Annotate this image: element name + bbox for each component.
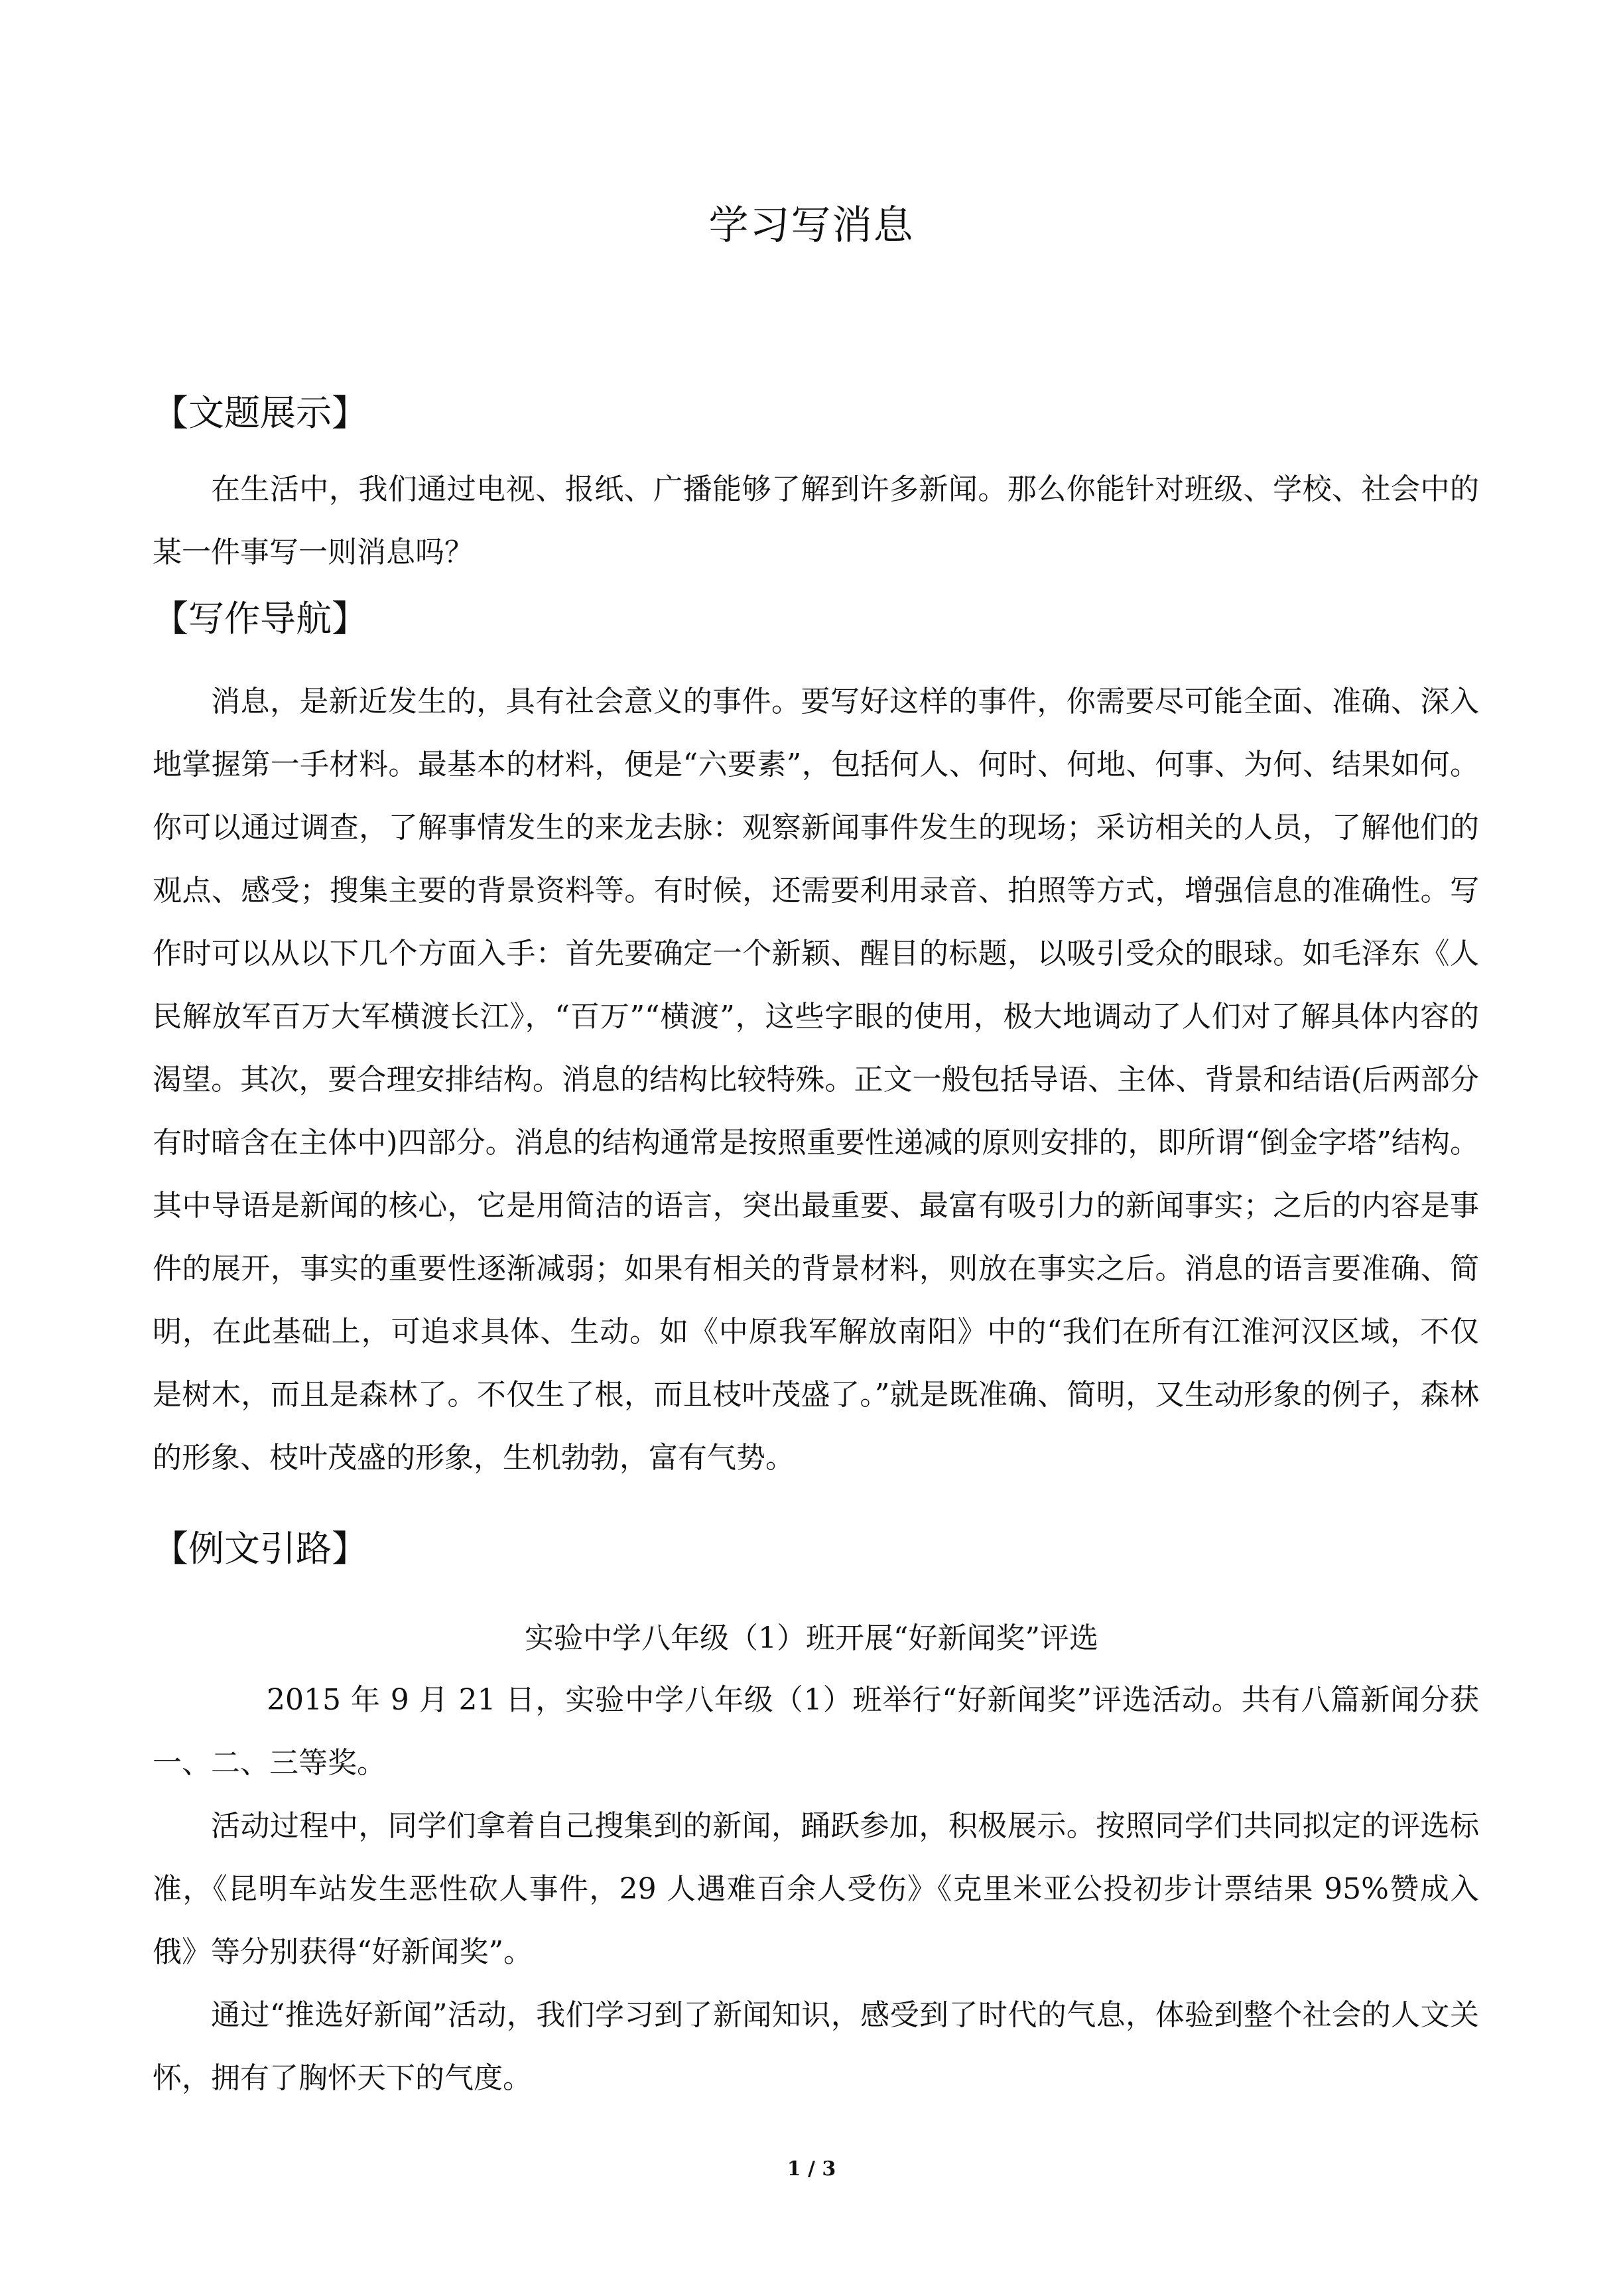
- section-heading-example: 【例文引路】: [153, 1528, 367, 1570]
- example-paragraph-2: 活动过程中，同学们拿着自己搜集到的新闻，踊跃参加，积极展示。按照同学们共同拟定的评选标准，《昆明车站发生恶性砍人事件，29 人遇难百余人受伤》《克里米亚公投初步计票结果 95%赞成入俄》等分别获得“好新闻奖”。: [153, 1809, 1479, 1969]
- example-paragraph-1: 2015 年 9 月 21 日，实验中学八年级（1）班举行“好新闻奖”评选活动。共有八篇新闻分获一、二、三等奖。: [153, 1683, 1479, 1780]
- section-heading-guide: 【写作导航】: [153, 598, 367, 640]
- page-number: 1 / 3: [787, 2157, 836, 2181]
- example-article-title: 实验中学八年级（1）班开展“好新闻奖”评选: [525, 1621, 1098, 1655]
- prompt-paragraph: 在生活中，我们通过电视、报纸、广播能够了解到许多新闻。那么你能针对班级、学校、社会中的某一件事写一则消息吗？: [153, 472, 1479, 569]
- page-title: 学习写消息: [708, 202, 915, 249]
- guide-paragraph: 消息，是新近发生的，具有社会意义的事件。要写好这样的事件，你需要尽可能全面、准确、深入地掌握第一手材料。最基本的材料，便是“六要素”，包括何人、何时、何地、何事、为何、结果如何。你可以通过调查，了解事情发生的来龙去脉：观察新闻事件发生的现场；采访相关的人员，了解他们的观点、感受；搜集主要的背景资料等。有时候，还需要利用录音、拍照等方式，增强信息的准确性。写作时可以从以下几个方面入手：首先要确定一个新颖、醒目的标题，以吸引受众的眼球。如毛泽东《人民解放军百万大军横渡长江》，“百万”“横渡”，这些字眼的使用，极大地调动了人们对了解具体内容的渴望。其次，要合理安排结构。消息的结构比较特殊。正文一般包括导语、主体、背景和结语(后两部分有时暗含在主体中)四部分。消息的结构通常是按照重要性递减的原则安排的，即所谓“倒金字塔”结构。其中导语是新闻的核心，它是用简洁的语言，突出最重要、最富有吸引力的新闻事实；之后的内容是事件的展开，事实的重要性逐渐减弱；如果有相关的背景材料，则放在事实之后。消息的语言要准确、简明，在此基础上，可追求具体、生动。如《中原我军解放南阳》中的“我们在所有江淮河汉区域，不仅是树木，而且是森林了。不仅生了根，而且枝叶茂盛了。”就是既准确、简明，又生动形象的例子，森林的形象、枝叶茂盛的形象，生机勃勃，富有气势。: [153, 685, 1479, 1475]
- section-heading-prompt: 【文题展示】: [153, 392, 367, 434]
- example-paragraph-3: 通过“推选好新闻”活动，我们学习到了新闻知识，感受到了时代的气息，体验到整个社会的人文关怀，拥有了胸怀天下的气度。: [153, 1998, 1479, 2095]
